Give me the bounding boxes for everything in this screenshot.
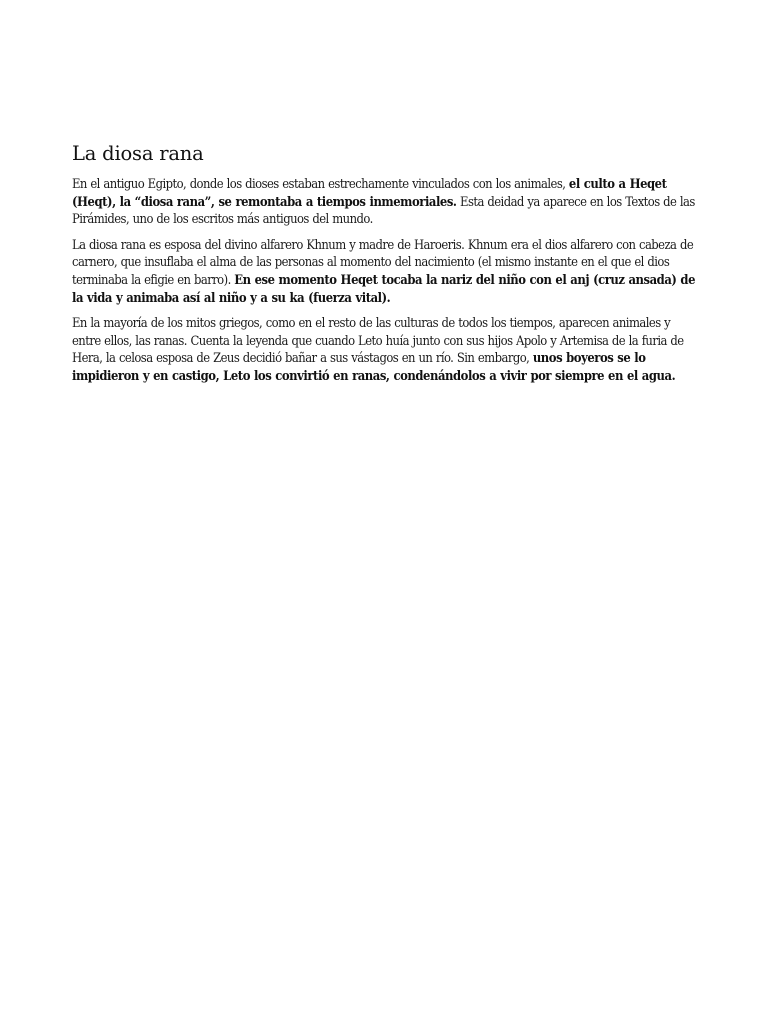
- document-page: [72, 141, 698, 394]
- paragraph-greek-myths: [72, 315, 698, 385]
- paragraph-khnum: [72, 237, 698, 307]
- paragraph-text: En la mayoría de los mitos griegos, como en el resto de las culturas de todos los tiempos, aparecen animales y entre ellos, las ranas. Cuenta la leyenda que cuando Leto huía junto con sus hijos Apolo y Artemisa de la furia de Hera, la celosa esposa de Zeus decidió bañar a sus vástagos en un río. Sin embargo,: [72, 316, 684, 367]
- paragraph-bold-text: el culto a Heqet (Heqt), la “diosa rana”, se remontaba a tiempos inmemoriales.: [72, 177, 667, 210]
- paragraph-heqet-cult: [72, 176, 698, 229]
- paragraph-bold-text: En ese momento Heqet tocaba la nariz del niño con el anj (cruz ansada) de la vida y animaba así al niño y a su ka (fuerza vital).: [72, 272, 696, 306]
- paragraph-text: En el antiguo Egipto, donde los dioses estaban estrechamente vinculados con los animales,: [72, 177, 569, 192]
- paragraph-text: La diosa rana es esposa del divino alfarero Khnum y madre de Haroeris. Khnum era el dios alfarero con cabeza de carnero, que insuflaba el alma de las personas al momento del nacimiento (el mismo instante en el que el dios terminaba la efigie en barro).: [72, 237, 694, 288]
- paragraph-text: Esta deidad ya aparece en los Textos de las Pirámides, uno de los escritos más antiguos del mundo.: [72, 194, 695, 228]
- article-title: La diosa rana: [72, 142, 204, 165]
- paragraph-bold-text: unos boyeros se lo impidieron y en castigo, Leto los convirtió en ranas, condenándolos a vivir por siempre en el agua.: [72, 351, 676, 384]
